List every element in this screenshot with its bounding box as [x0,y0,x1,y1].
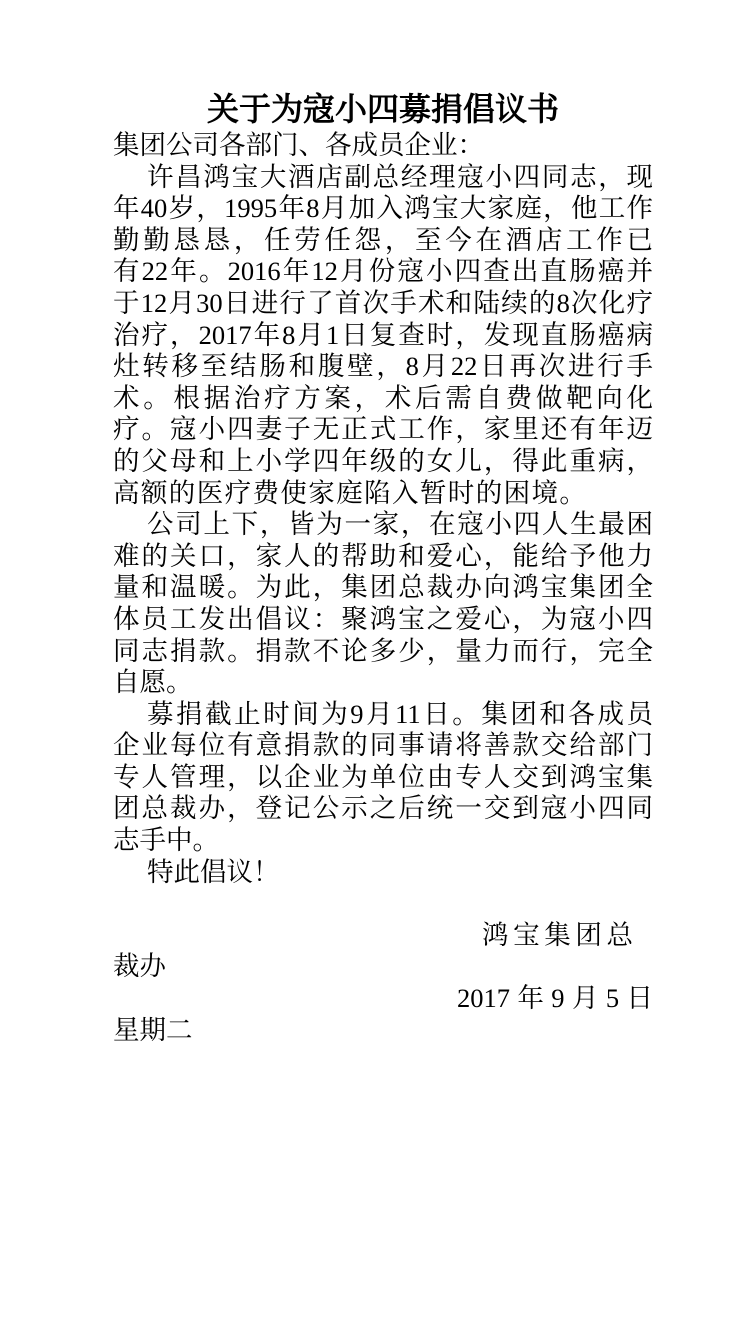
text-line [113,888,653,920]
text-line: 许昌鸿宝大酒店副总经理寇小四同志，现 [147,161,653,192]
text-line: 公司上下，皆为一家，在寇小四人生最困 [147,509,653,540]
text-line: 的父母和上小学四年级的女儿，得此重病， [113,445,653,476]
text-line: 裁办 [113,951,166,982]
text-line: 疗。寇小四妻子无正式工作，家里还有年迈 [113,414,653,445]
text-line: 企业每位有意捐款的同事请将善款交给部门 [113,730,653,761]
text-line: 集团公司各部门、各成员企业： [113,130,484,160]
text-line: 于12月30日进行了首次手术和陆续的8次化疗 [113,287,653,318]
text-line: 专人管理，以企业为单位由专人交到鸿宝集 [113,761,653,792]
text-line: 有22年。2016年12月份寇小四查出直肠癌并 [113,256,653,287]
text-line: 年40岁，1995年8月加入鸿宝大家庭，他工作 [113,193,653,224]
text-line: 星期二 [113,1014,193,1045]
text-line: 灶转移至结肠和腹壁，8月22日再次进行手 [113,351,653,382]
text-line: 特此倡议！ [147,856,280,887]
text-line: 2017年9月5日 [457,983,653,1014]
text-line: 鸿宝集团总 [482,919,633,950]
text-line: 自愿。 [113,667,193,698]
text-line: 量和温暖。为此，集团总裁办向鸿宝集团全 [113,572,653,603]
text-line: 体员工发出倡议：聚鸿宝之爱心，为寇小四 [113,603,653,634]
text-line: 同志捐款。捐款不论多少，量力而行，完全 [113,635,653,666]
document-title: 关于为寇小四募捐倡议书 [206,91,559,127]
text-line: 募捐截止时间为9月11日。集团和各成员 [147,698,653,729]
text-line: 高额的医疗费使家庭陷入暂时的困境。 [113,477,588,508]
document-body [113,130,653,1046]
text-line: 勤勤恳恳，任劳任怨，至今在酒店工作已 [113,224,653,255]
text-line: 志手中。 [113,825,219,856]
text-line: 术。根据治疗方案，术后需自费做靶向化 [113,382,653,413]
text-line: 治疗，2017年8月1日复查时，发现直肠癌病 [113,319,653,350]
text-line: 难的关口，家人的帮助和爱心，能给予他力 [113,540,653,571]
text-line: 团总裁办，登记公示之后统一交到寇小四同 [113,793,653,824]
